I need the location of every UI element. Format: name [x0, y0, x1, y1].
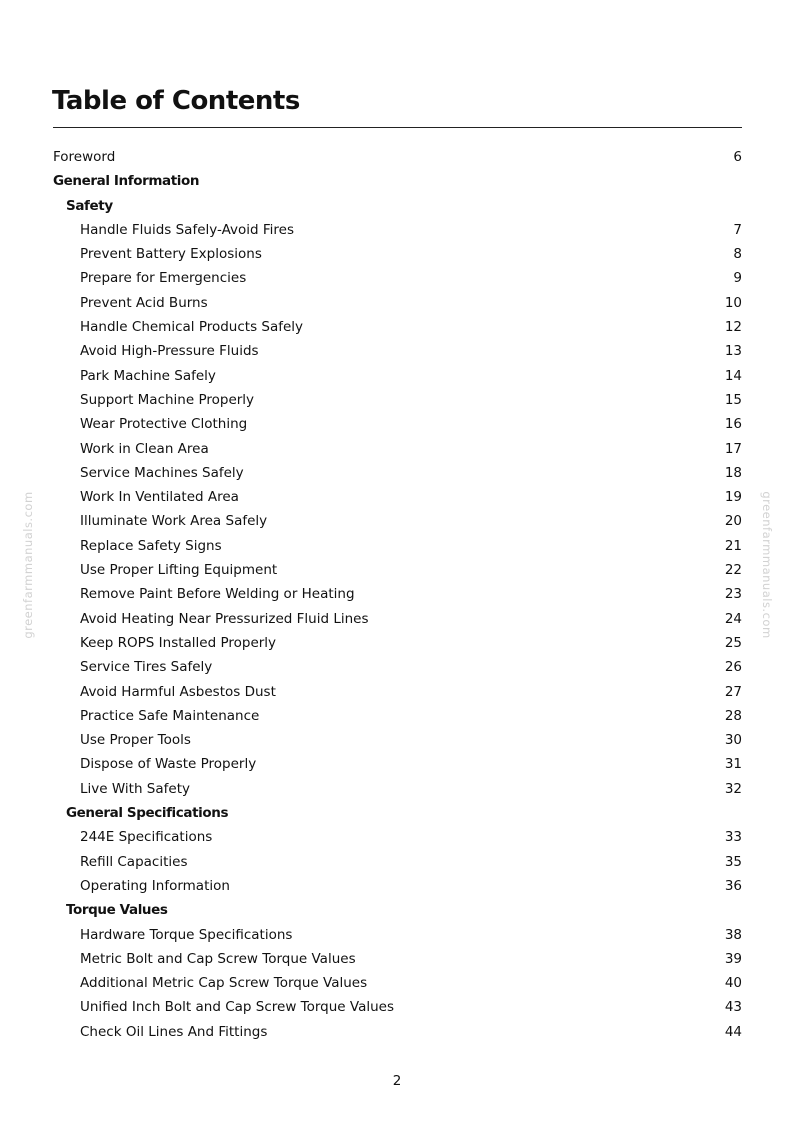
- toc-entry[interactable]: [53, 607, 742, 631]
- toc-entry-page: 15: [724, 391, 742, 408]
- toc-entry-page: 12: [724, 319, 742, 336]
- toc-entry-page: 44: [724, 1023, 742, 1040]
- toc-entry-label: Check Oil Lines And Fittings: [80, 1023, 268, 1040]
- toc-entry-label: Replace Safety Signs: [80, 537, 222, 554]
- toc-entry-label: Service Machines Safely: [80, 464, 244, 481]
- toc-entry-page: 38: [724, 926, 742, 943]
- toc-entry-page: 13: [724, 343, 742, 360]
- toc-entry[interactable]: [53, 509, 742, 533]
- toc-entry-page: 27: [724, 683, 742, 700]
- toc-section-heading: [53, 898, 742, 922]
- toc-entry-page: 6: [733, 149, 742, 165]
- toc-entry[interactable]: [53, 291, 742, 315]
- title-divider: [53, 127, 742, 128]
- toc-entry[interactable]: [53, 752, 742, 776]
- toc-entry[interactable]: [53, 655, 742, 679]
- toc-entry-label: Illuminate Work Area Safely: [80, 513, 268, 530]
- toc-entry-label: Additional Metric Cap Screw Torque Values: [80, 975, 368, 992]
- toc-section-heading: [53, 194, 742, 218]
- toc-entry-label: Torque Values: [66, 902, 168, 919]
- toc-entry-page: 33: [724, 829, 742, 846]
- toc-entry-label: Work In Ventilated Area: [80, 489, 239, 506]
- toc-entry-page: 23: [724, 586, 742, 603]
- toc-entry-label: Practice Safe Maintenance: [80, 707, 260, 724]
- watermark-right: greenfarmmanuals.com: [760, 491, 774, 639]
- toc-entry-label: Support Machine Properly: [80, 391, 255, 408]
- toc-entry-page: 10: [724, 294, 742, 311]
- toc-entry[interactable]: [53, 680, 742, 704]
- toc-entry[interactable]: [53, 995, 742, 1019]
- toc-entry-page: 18: [724, 464, 742, 481]
- toc-entry-label: Avoid Heating Near Pressurized Fluid Lines: [80, 610, 369, 627]
- toc-entry[interactable]: [53, 777, 742, 801]
- toc-entry[interactable]: [53, 218, 742, 242]
- toc-entry[interactable]: [53, 266, 742, 290]
- toc-entry-label: Park Machine Safely: [80, 367, 216, 384]
- toc-entry[interactable]: [53, 1020, 742, 1044]
- toc-entry-label: Dispose of Waste Properly: [80, 756, 257, 773]
- toc-entry[interactable]: [53, 874, 742, 898]
- toc-entry-label: Refill Capacities: [80, 853, 188, 870]
- toc-entry-label: 244E Specifications: [80, 829, 213, 846]
- toc-entry-page: 14: [724, 367, 742, 384]
- toc-entry-page: 17: [724, 440, 742, 457]
- toc-entry-label: Remove Paint Before Welding or Heating: [80, 586, 355, 603]
- toc-entry[interactable]: [53, 412, 742, 436]
- toc-entry-label: Hardware Torque Specifications: [80, 926, 293, 943]
- toc-entry-label: Prevent Battery Explosions: [80, 246, 262, 263]
- toc-entry-page: 25: [724, 634, 742, 651]
- toc-entry-label: General Information: [53, 173, 200, 190]
- toc-section-heading: [53, 169, 742, 193]
- toc-entry[interactable]: [53, 971, 742, 995]
- toc-entry-page: 20: [724, 513, 742, 530]
- toc-entry-label: Handle Chemical Products Safely: [80, 319, 304, 336]
- toc-entry-label: Wear Protective Clothing: [80, 416, 248, 433]
- toc-entry-page: 32: [724, 780, 742, 797]
- toc-entry[interactable]: [53, 437, 742, 461]
- watermark-left: greenfarmmanuals.com: [21, 491, 35, 639]
- toc-entry-label: Avoid High-Pressure Fluids: [80, 343, 259, 360]
- table-of-contents: [53, 145, 742, 1044]
- toc-entry-page: 30: [724, 732, 742, 749]
- toc-entry[interactable]: [53, 850, 742, 874]
- toc-entry-label: Operating Information: [80, 877, 230, 894]
- toc-entry-label: Prepare for Emergencies: [80, 270, 247, 287]
- toc-entry-label: Safety: [66, 197, 113, 214]
- toc-entry-page: 24: [724, 610, 742, 627]
- toc-entry-label: Metric Bolt and Cap Screw Torque Values: [80, 950, 356, 967]
- toc-entry-page: 19: [724, 489, 742, 506]
- toc-entry-label: Avoid Harmful Asbestos Dust: [80, 683, 276, 700]
- toc-entry-label: Foreword: [53, 149, 116, 165]
- toc-entry-page: 9: [733, 270, 742, 287]
- page-title: Table of Contents: [52, 86, 300, 116]
- toc-entry-label: Handle Fluids Safely-Avoid Fires: [80, 221, 295, 238]
- toc-entry[interactable]: [53, 558, 742, 582]
- toc-entry-page: 31: [724, 756, 742, 773]
- toc-entry-label: Use Proper Tools: [80, 732, 191, 749]
- toc-entry[interactable]: [53, 534, 742, 558]
- toc-entry[interactable]: [53, 631, 742, 655]
- toc-entry[interactable]: [53, 315, 742, 339]
- toc-entry-label: Keep ROPS Installed Properly: [80, 634, 277, 651]
- toc-entry[interactable]: [53, 923, 742, 947]
- toc-entry-page: 16: [724, 416, 742, 433]
- toc-entry[interactable]: [53, 485, 742, 509]
- toc-entry[interactable]: [53, 242, 742, 266]
- toc-entry[interactable]: [53, 728, 742, 752]
- toc-entry[interactable]: [53, 461, 742, 485]
- toc-entry[interactable]: [53, 582, 742, 606]
- toc-entry[interactable]: [53, 364, 742, 388]
- toc-entry-label: Work in Clean Area: [80, 440, 209, 457]
- toc-entry-label: Prevent Acid Burns: [80, 294, 208, 311]
- toc-entry[interactable]: [53, 145, 742, 169]
- page-number: 2: [392, 1073, 402, 1089]
- toc-entry[interactable]: [53, 388, 742, 412]
- toc-entry-label: Service Tires Safely: [80, 659, 213, 676]
- toc-entry-page: 26: [724, 659, 742, 676]
- toc-entry[interactable]: [53, 947, 742, 971]
- toc-entry-page: 28: [724, 707, 742, 724]
- toc-entry-label: Unified Inch Bolt and Cap Screw Torque Values: [80, 999, 395, 1016]
- toc-entry-page: 22: [724, 562, 742, 579]
- toc-entry-page: 35: [724, 853, 742, 870]
- toc-entry-page: 36: [724, 877, 742, 894]
- toc-section-heading: [53, 801, 742, 825]
- toc-entry-label: General Specifications: [66, 805, 229, 822]
- toc-entry[interactable]: [53, 339, 742, 363]
- toc-entry[interactable]: [53, 704, 742, 728]
- toc-entry-label: Use Proper Lifting Equipment: [80, 562, 278, 579]
- toc-entry-page: 39: [724, 950, 742, 967]
- toc-entry-page: 8: [733, 246, 742, 263]
- toc-entry-label: Live With Safety: [80, 780, 190, 797]
- toc-entry-page: 40: [724, 975, 742, 992]
- toc-entry[interactable]: [53, 825, 742, 849]
- toc-entry-page: 21: [724, 537, 742, 554]
- toc-entry-page: 7: [733, 221, 742, 238]
- toc-entry-page: 43: [724, 999, 742, 1016]
